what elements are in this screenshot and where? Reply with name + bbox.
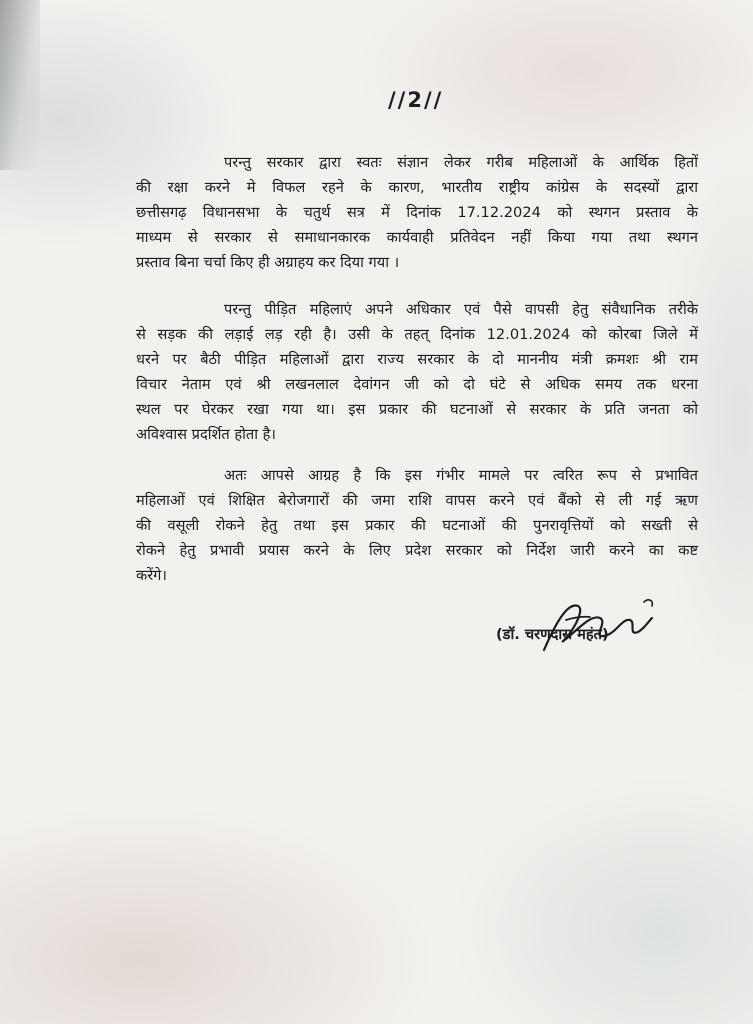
paragraph-line: अतः आपसे आग्रह है कि इस गंभीर मामले पर त्वरित रूप से प्रभावित: [224, 467, 698, 484]
paragraph-3: [136, 463, 698, 588]
page-number: //2//: [388, 88, 444, 112]
paragraph-line: की रक्षा करने मे विफल रहने के कारण, भारतीय राष्ट्रीय कांग्रेस के सदस्यों द्वारा: [136, 179, 698, 196]
paragraph-line: परन्तु पीड़ित महिलाएं अपने अधिकार एवं पैसे वापसी हेतु संवैधानिक तरीके: [224, 301, 698, 318]
signature-block: [486, 592, 686, 672]
paragraph-line: की वसूली रोकने हेतु तथा इस प्रकार की घटनाओं की पुनरावृत्तियों को सख्ती से: [136, 517, 698, 534]
paragraph-line: अविश्वास प्रदर्शित होता है।: [136, 426, 276, 443]
paragraph-line: करेंगे।: [136, 567, 167, 584]
paragraph-1: [136, 150, 698, 275]
paragraph-2: [136, 297, 698, 447]
paragraph-line: परन्तु सरकार द्वारा स्वतः संज्ञान लेकर गरीब महिलाओं के आर्थिक हितों: [224, 154, 698, 171]
page-edge-shadow: [0, 0, 40, 170]
paragraph-line: स्थल पर घेरकर रखा गया था। इस प्रकार की घटनाओं से सरकार के प्रति जनता को: [136, 401, 698, 418]
paragraph-line: रोकने हेतु प्रभावी प्रयास करने के लिए प्रदेश सरकार को निर्देश जारी करने का कष्ट: [136, 542, 698, 559]
paragraph-line: महिलाओं एवं शिक्षित बेरोजगारों की जमा राशि वापस करने एवं बैंको से ली गई ऋण: [136, 492, 698, 509]
paragraph-line: माध्यम से सरकार से समाधानकारक कार्यवाही प्रतिवेदन नहीं किया गया तथा स्थगन: [136, 229, 698, 246]
paragraph-line: छत्तीसगढ़ विधानसभा के चतुर्थ सत्र में दिनांक 17.12.2024 को स्थगन प्रस्ताव के: [136, 204, 698, 221]
paragraph-line: धरने पर बैठी पीड़ित महिलाओं द्वारा राज्य सरकार के दो माननीय मंत्री क्रमशः श्री राम: [136, 351, 698, 368]
signatory-name: (डॉ. चरणदास महंत): [496, 626, 609, 643]
paragraph-line: से सड़क की लड़ाई लड़ रही है। उसी के तहत् दिनांक 12.01.2024 को कोरबा जिले में: [136, 326, 698, 343]
paragraph-line: प्रस्ताव बिना चर्चा किए ही अग्राहय कर दिया गया ।: [136, 254, 400, 271]
paragraph-line: विचार नेताम एवं श्री लखनलाल देवांगन जी को दो घंटे से अधिक समय तक धरना: [136, 376, 698, 393]
